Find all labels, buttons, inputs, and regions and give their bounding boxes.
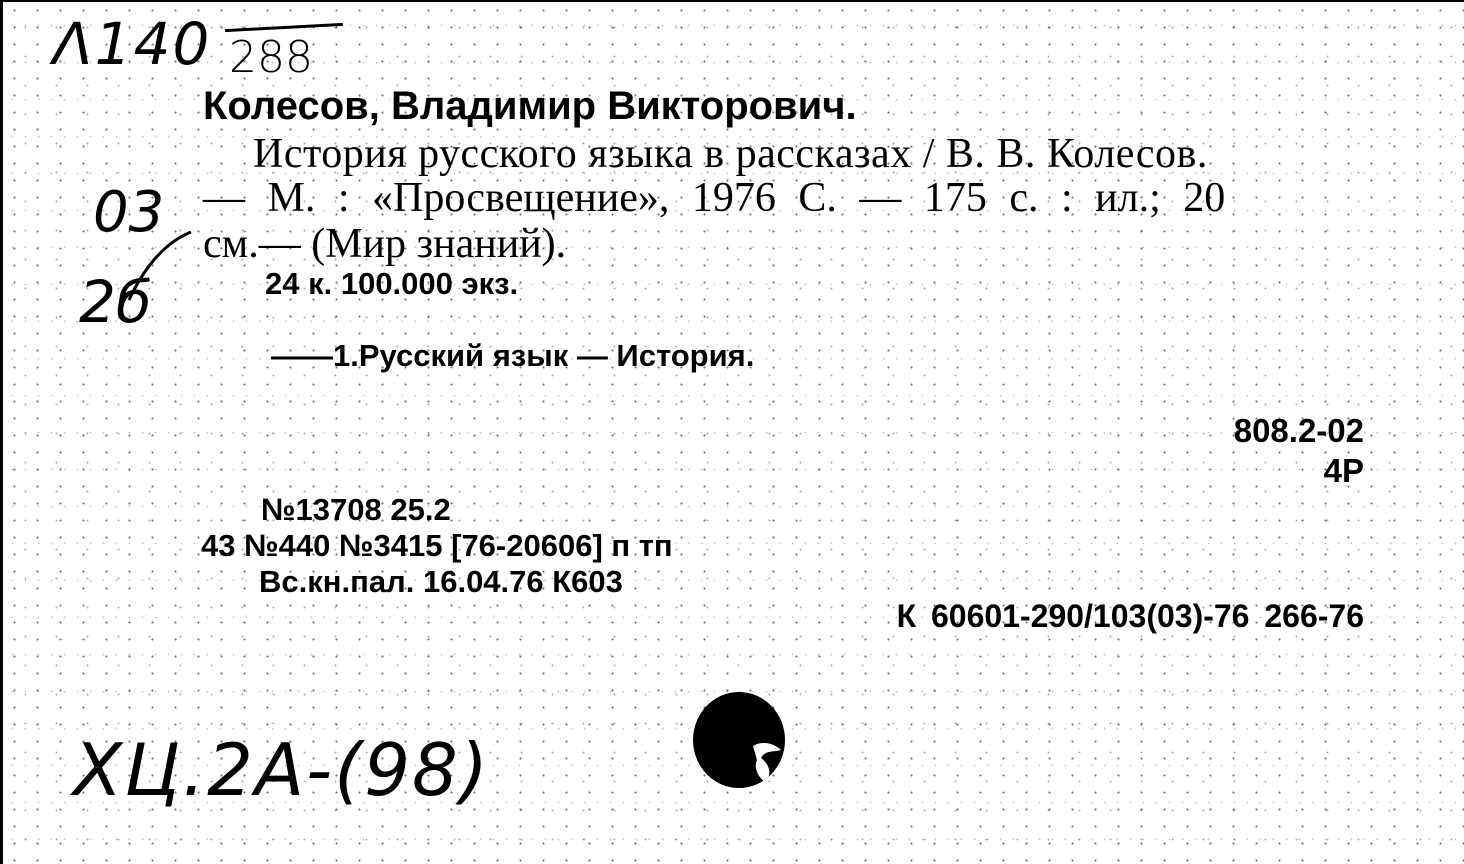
price-and-print-run: 24 к. 100.000 экз. bbox=[265, 266, 519, 301]
author-heading: Колесов, Владимир Викторович. bbox=[203, 84, 857, 128]
handwritten-number: 288 bbox=[229, 32, 313, 83]
handwritten-overline bbox=[225, 23, 343, 32]
bbk-classification: 4Р bbox=[1323, 452, 1364, 489]
title-line-2: — М. : «Просвещение», 1976 С. — 175 с. : ил.; 20 bbox=[203, 175, 1226, 221]
handwritten-shelf-mark: Λ140 bbox=[53, 10, 212, 78]
title-line-3: см.— (Мир знаний). bbox=[203, 221, 567, 267]
title-line-1: История русского языка в рассказах / В. В. Колесов. bbox=[253, 131, 1208, 177]
udc-classification: 808.2-02 bbox=[1233, 412, 1364, 449]
handwritten-bottom-mark: ХЦ.2А-(98) bbox=[73, 728, 490, 812]
order-number-line: №13708 25.2 bbox=[261, 492, 451, 527]
publisher-code-line: К 60601-290/103(03)-76 266-76 bbox=[896, 598, 1364, 634]
book-chamber-line: Вс.кн.пал. 16.04.76 К603 bbox=[259, 564, 623, 599]
handwritten-mark-03: 03 bbox=[93, 180, 165, 245]
punched-hole bbox=[691, 688, 791, 788]
handwritten-mark-2b: 2б bbox=[79, 268, 152, 336]
print-info-line: 43 №440 №3415 [76-20606] п тп bbox=[201, 528, 673, 563]
subject-heading: ——1.Русский язык — История. bbox=[271, 338, 755, 373]
